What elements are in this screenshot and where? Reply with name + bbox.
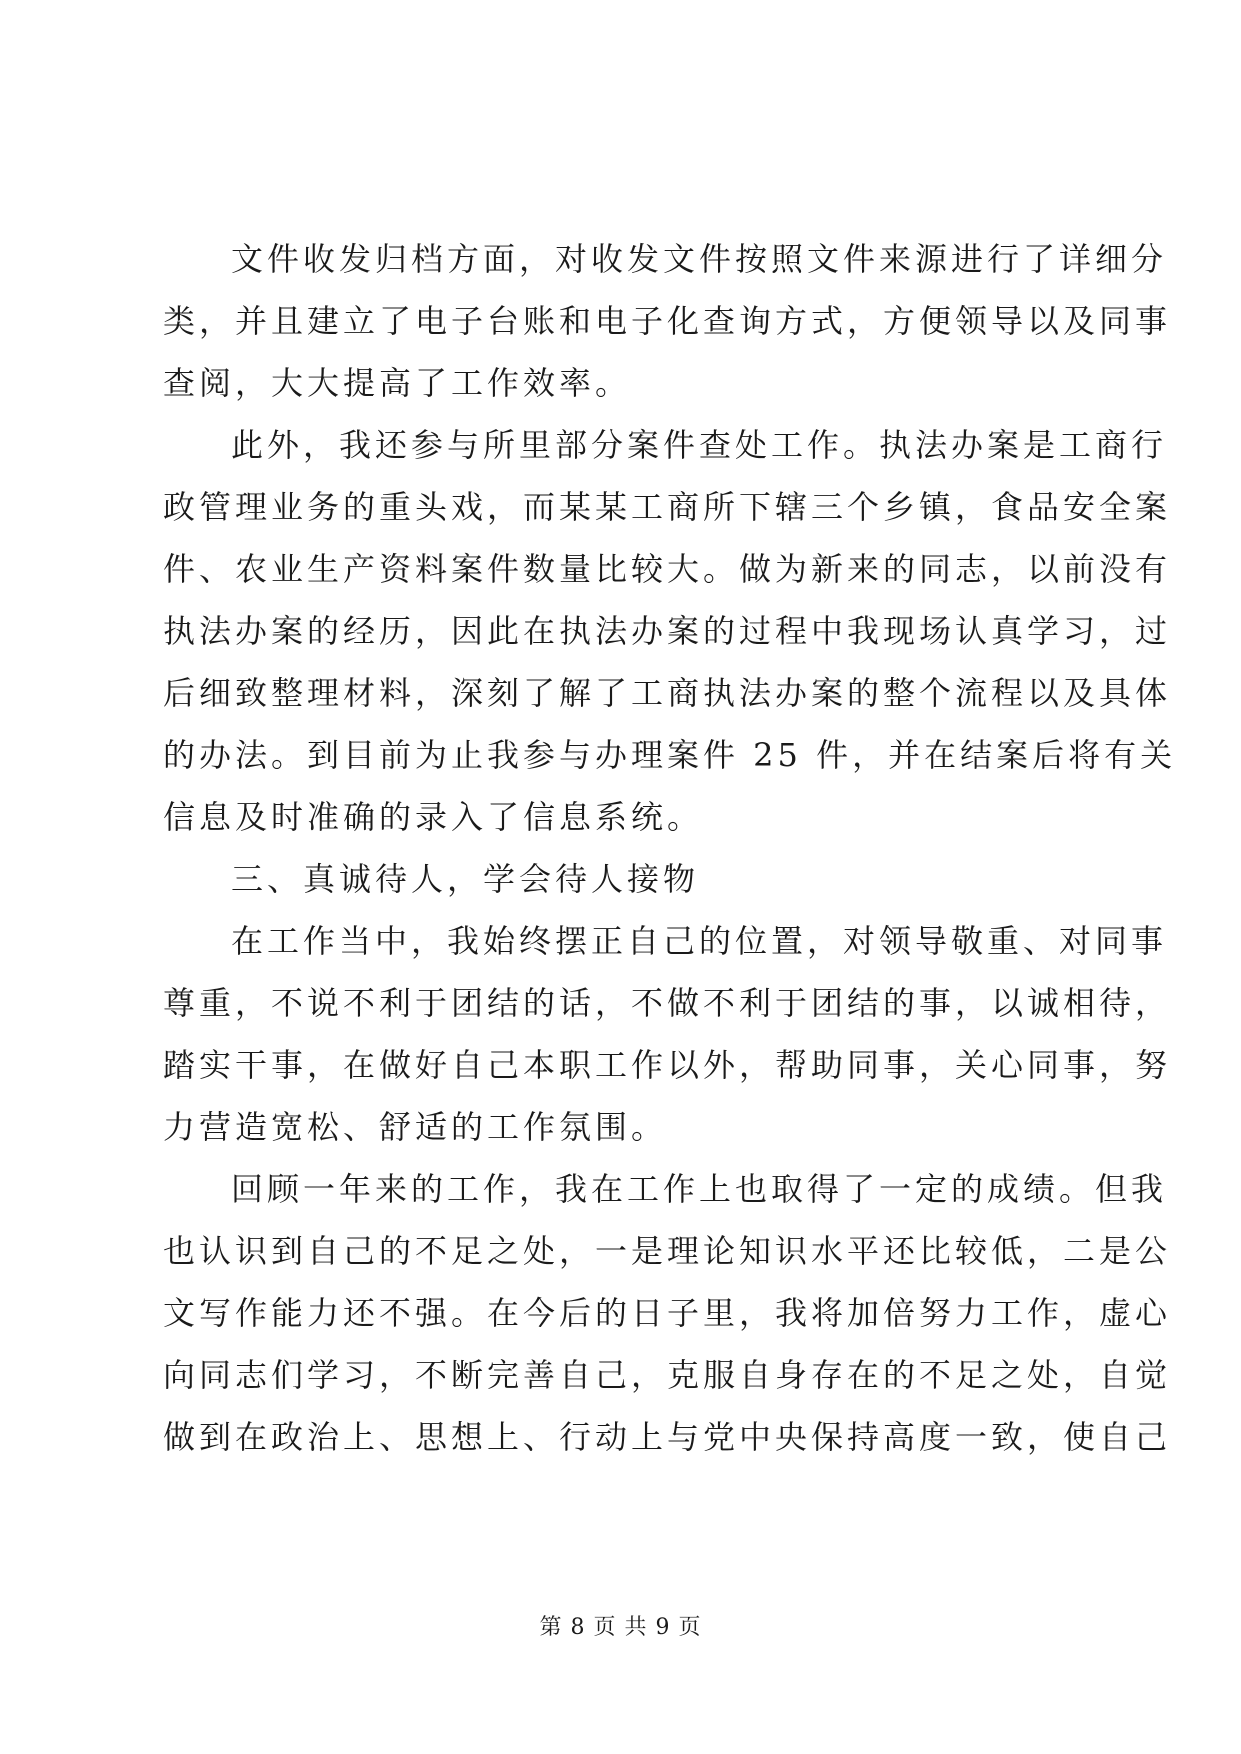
paragraph-line: 执法办案的经历，因此在执法办案的过程中我现场认真学习，过	[163, 612, 1172, 650]
paragraph-line: 政管理业务的重头戏，而某某工商所下辖三个乡镇，食品安全案	[163, 488, 1172, 526]
paragraph-line: 也认识到自己的不足之处，一是理论知识水平还比较低，二是公	[163, 1232, 1172, 1270]
paragraph-line: 在工作当中，我始终摆正自己的位置，对领导敬重、对同事	[231, 922, 1168, 960]
paragraph-line: 此外，我还参与所里部分案件查处工作。执法办案是工商行	[231, 426, 1168, 464]
paragraph-line: 向同志们学习，不断完善自己，克服自身存在的不足之处，自觉	[163, 1356, 1172, 1394]
paragraph-line: 踏实干事，在做好自己本职工作以外，帮助同事，关心同事，努	[163, 1046, 1172, 1084]
paragraph-line: 查阅，大大提高了工作效率。	[163, 364, 632, 402]
document-body	[163, 228, 1177, 1468]
section-heading: 三、真诚待人，学会待人接物	[231, 860, 700, 898]
page-footer: 第 8 页 共 9 页	[539, 1615, 702, 1640]
paragraph-line: 文写作能力还不强。在今后的日子里，我将加倍努力工作，虚心	[163, 1294, 1172, 1332]
paragraph-line: 的办法。到目前为止我参与办理案件 25 件，并在结案后将有关	[163, 736, 1177, 774]
paragraph-line: 力营造宽松、舒适的工作氛围。	[163, 1108, 668, 1146]
paragraph-line: 做到在政治上、思想上、行动上与党中央保持高度一致，使自己	[163, 1418, 1172, 1456]
paragraph-line: 文件收发归档方面，对收发文件按照文件来源进行了详细分	[231, 240, 1168, 278]
paragraph-line: 类，并且建立了电子台账和电子化查询方式，方便领导以及同事	[163, 302, 1172, 340]
paragraph-line: 尊重，不说不利于团结的话，不做不利于团结的事，以诚相待，	[163, 984, 1172, 1022]
paragraph-line: 件、农业生产资料案件数量比较大。做为新来的同志，以前没有	[163, 550, 1172, 588]
paragraph-line: 回顾一年来的工作，我在工作上也取得了一定的成绩。但我	[231, 1170, 1168, 1208]
paragraph-line: 信息及时准确的录入了信息系统。	[163, 798, 704, 836]
paragraph-line: 后细致整理材料，深刻了解了工商执法办案的整个流程以及具体	[163, 674, 1172, 712]
